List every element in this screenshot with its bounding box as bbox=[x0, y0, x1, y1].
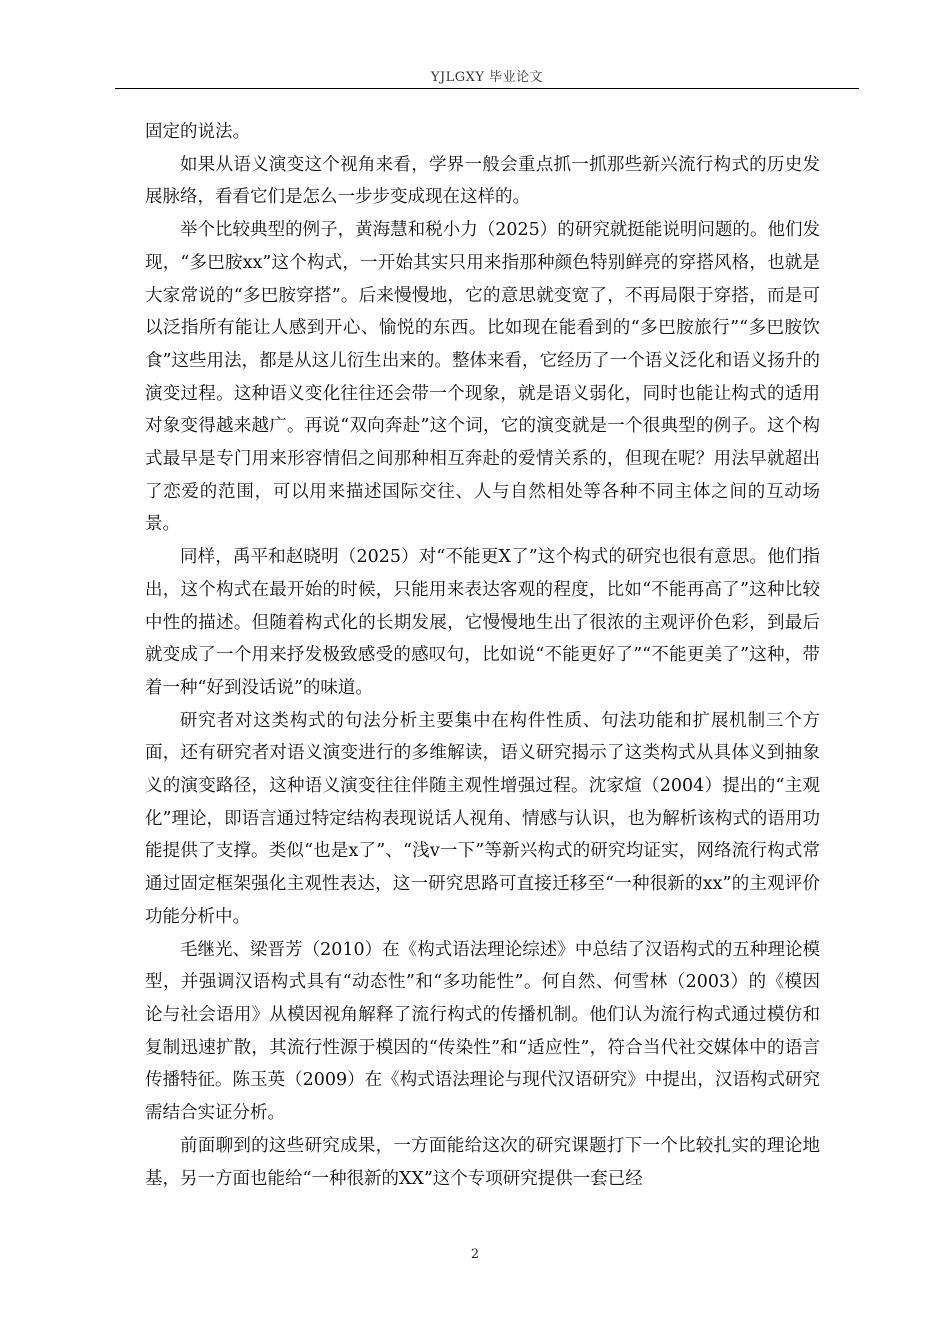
paragraph: 举个比较典型的例子，黄海慧和税小力（2025）的研究就挺能说明问题的。他们发现，“多巴胺xx”这个构式，一开始其实只用来指那种颜色特别鲜亮的穿搭风格，也就是大家常说的“多巴胺穿搭”。后来慢慢地，它的意思就变宽了，不再局限于穿搭，而是可以泛指所有能让人感到开心、愉悦的东西。比如现在能看到的“多巴胺旅行”“多巴胺饮食”这些用法，都是从这儿衍生出来的。整体来看，它经历了一个语义泛化和语义扬升的演变过程。这种语义变化往往还会带一个现象，就是语义弱化，同时也能让构式的适用对象变得越来越广。再说“双向奔赴”这个词，它的演变就是一个很典型的例子。这个构式最早是专门用来形容情侣之间那种相互奔赴的爱情关系的，但现在呢？用法早就超出了恋爱的范围，可以用来描述国际交往、人与自然相处等各种不同主体之间的互动场景。 bbox=[145, 220, 820, 535]
paragraph: 研究者对这类构式的句法分析主要集中在构件性质、句法功能和扩展机制三个方面，还有研究者对语义演变进行的多维解读，语义研究揭示了这类构式从具体义到抽象义的演变路径，这种语义演变往往伴随主观性增强过程。沈家煊（2004）提出的“主观化”理论，即语言通过特定结构表现说话人视角、情感与认识，也为解析该构式的语用功能提供了支撑。类似“也是x了”、“浅v一下”等新兴构式的研究均证实，网络流行构式常通过固定框架强化主观性表达，这一研究思路可直接迁移至“一种很新的xx”的主观评价功能分析中。 bbox=[145, 710, 820, 927]
paragraph-continuation: 固定的说法。 bbox=[145, 122, 250, 142]
running-header: YJLGXY 毕业论文 bbox=[430, 70, 544, 85]
paragraph: 前面聊到的这些研究成果，一方面能给这次的研究课题打下一个比较扎实的理论地基，另一方面也能给“一种很新的XX”这个专项研究提供一套已经 bbox=[145, 1135, 820, 1189]
document-body bbox=[145, 116, 820, 1195]
page-number: 2 bbox=[470, 1247, 480, 1262]
header-divider bbox=[115, 88, 859, 89]
paragraph: 同样，禹平和赵晓明（2025）对“不能更X了”这个构式的研究也很有意思。他们指出，这个构式在最开始的时候，只能用来表达客观的程度，比如“不能再高了”这种比较中性的描述。但随着构式化的长期发展，它慢慢地生出了很浓的主观评价色彩，到最后就变成了一个用来抒发极致感受的感叹句，比如说“不能更好了”“不能更美了”这种，带着一种“好到没话说”的味道。 bbox=[145, 547, 820, 698]
paragraph: 毛继光、梁晋芳（2010）在《构式语法理论综述》中总结了汉语构式的五种理论模型，并强调汉语构式具有“动态性”和“多功能性”。何自然、何雪林（2003）的《模因论与社会语用》从模因视角解释了流行构式的传播机制。他们认为流行构式通过模仿和复制迅速扩散，其流行性源于模因的“传染性”和“适应性”，符合当代社交媒体中的语言传播特征。陈玉英（2009）在《构式语法理论与现代汉语研究》中提出，汉语构式研究需结合实证分析。 bbox=[145, 939, 820, 1124]
paragraph: 如果从语义演变这个视角来看，学界一般会重点抓一抓那些新兴流行构式的历史发展脉络，看看它们是怎么一步步变成现在这样的。 bbox=[145, 154, 820, 208]
